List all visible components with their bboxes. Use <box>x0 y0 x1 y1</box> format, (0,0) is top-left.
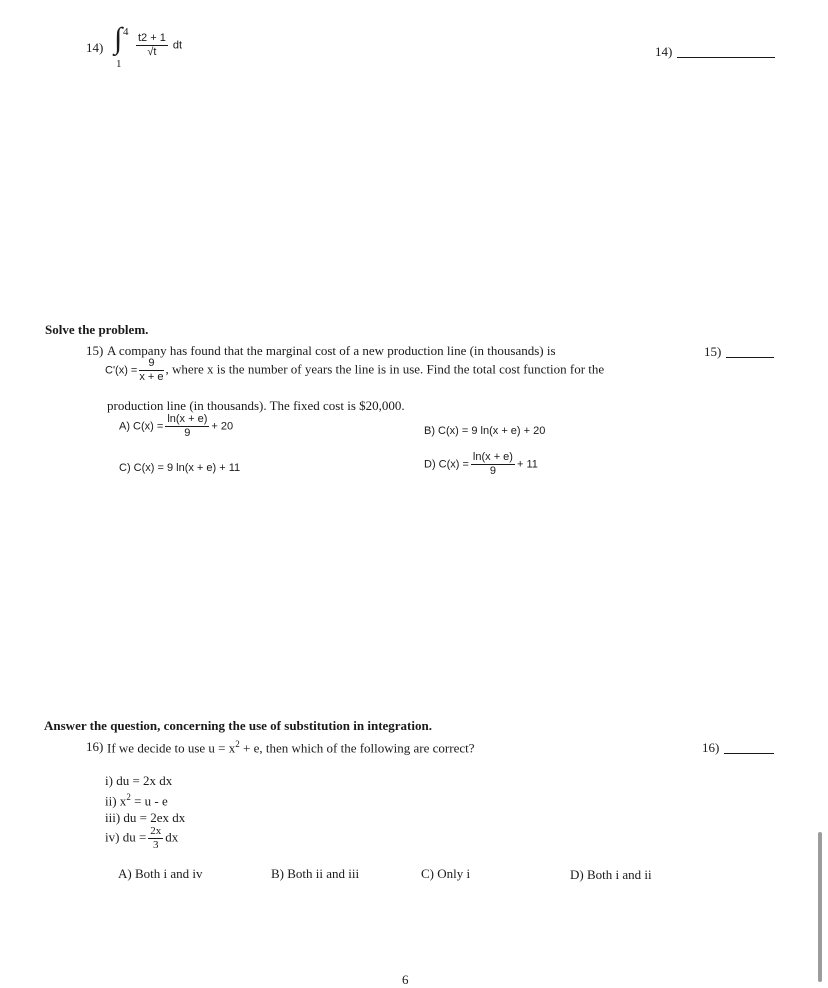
q15-frac-den: x + e <box>139 371 164 383</box>
q14-lower-limit: 1 <box>116 58 122 70</box>
q15-option-d-tail: + 11 <box>516 458 538 471</box>
q15-option-d-label: D) C(x) = <box>424 458 469 471</box>
q15-option-b[interactable]: B) C(x) = 9 ln(x + e) + 20 <box>424 425 546 437</box>
q15-formula-line <box>105 358 604 383</box>
integral-sign: ∫ <box>114 22 123 55</box>
q14-upper-limit: 4 <box>123 26 129 38</box>
page-number: 6 <box>402 972 409 987</box>
q16-option-b[interactable]: B) Both ii and iii <box>271 866 360 881</box>
q14-dt: dt <box>172 39 183 52</box>
q16-text-pre: If we decide to use u = x <box>107 740 236 756</box>
q16-text-sup: 2 <box>235 739 240 749</box>
q16-answer-label: 16) <box>702 740 720 755</box>
q15-option-a-tail: + 20 <box>211 420 234 433</box>
q16-item-ii-sup: 2 <box>126 792 131 802</box>
q16-item-iv-den: 3 <box>153 839 159 851</box>
q16-number: 16) <box>86 739 104 754</box>
section-heading-substitution: Answer the question, concerning the use of substitution in integration. <box>44 718 432 733</box>
q16-text-post: + e, then which of the following are correct? <box>239 740 475 756</box>
q14-integrand-den: √t <box>147 46 157 58</box>
q16-option-a[interactable]: A) Both i and iv <box>118 866 203 881</box>
q16-item-ii-pre: ii) x <box>105 793 127 809</box>
q14-number: 14) <box>86 40 104 55</box>
q16-option-c[interactable]: C) Only i <box>421 866 471 881</box>
q14-integrand <box>134 33 182 58</box>
q15-option-a-label: A) C(x) = <box>119 420 164 433</box>
q15-answer-label: 15) <box>704 344 722 359</box>
q15-option-a-den: 9 <box>184 427 191 439</box>
q15-option-d-den: 9 <box>489 465 496 477</box>
q16-item-iii: iii) du = 2ex dx <box>105 810 186 825</box>
q16-item-iv <box>105 826 178 851</box>
section-heading-solve: Solve the problem. <box>45 322 149 337</box>
q16-item-i: i) du = 2x dx <box>105 773 173 788</box>
q16-text <box>107 739 475 756</box>
q15-answer-blank[interactable] <box>726 345 774 358</box>
q15-option-a[interactable] <box>119 414 233 439</box>
q15-option-d[interactable] <box>424 452 538 477</box>
scrollbar[interactable] <box>818 832 822 982</box>
q15-text-line2: , where x is the number of years the line is in use. Find the total cost function for the <box>165 361 605 377</box>
q14-integrand-num: t2 + 1 <box>138 32 166 44</box>
q15-option-c[interactable]: C) C(x) = 9 ln(x + e) + 11 <box>119 462 241 474</box>
q15-cprime: C'(x) = <box>105 364 138 377</box>
q16-item-iv-num: 2x <box>150 825 162 837</box>
q16-item-iv-post: dx <box>165 829 179 845</box>
q15-number: 15) <box>86 343 104 358</box>
q15-option-a-num: ln(x + e) <box>167 413 208 425</box>
q14-answer-label: 14) <box>655 44 673 59</box>
q16-answer-blank[interactable] <box>724 741 774 754</box>
q14-answer-blank[interactable] <box>677 45 775 58</box>
q16-item-iv-pre: iv) du = <box>105 829 147 845</box>
q15-option-d-num: ln(x + e) <box>472 451 513 463</box>
q15-text-line3: production line (in thousands). The fixed cost is $20,000. <box>107 398 405 413</box>
q16-option-d[interactable]: D) Both i and ii <box>570 867 652 882</box>
q15-frac-num: 9 <box>139 358 163 371</box>
q16-item-ii-post: = u - e <box>130 793 168 809</box>
q16-item-ii <box>105 792 168 809</box>
q15-text-line1: A company has found that the marginal cost of a new production line (in thousands) is <box>107 343 556 358</box>
